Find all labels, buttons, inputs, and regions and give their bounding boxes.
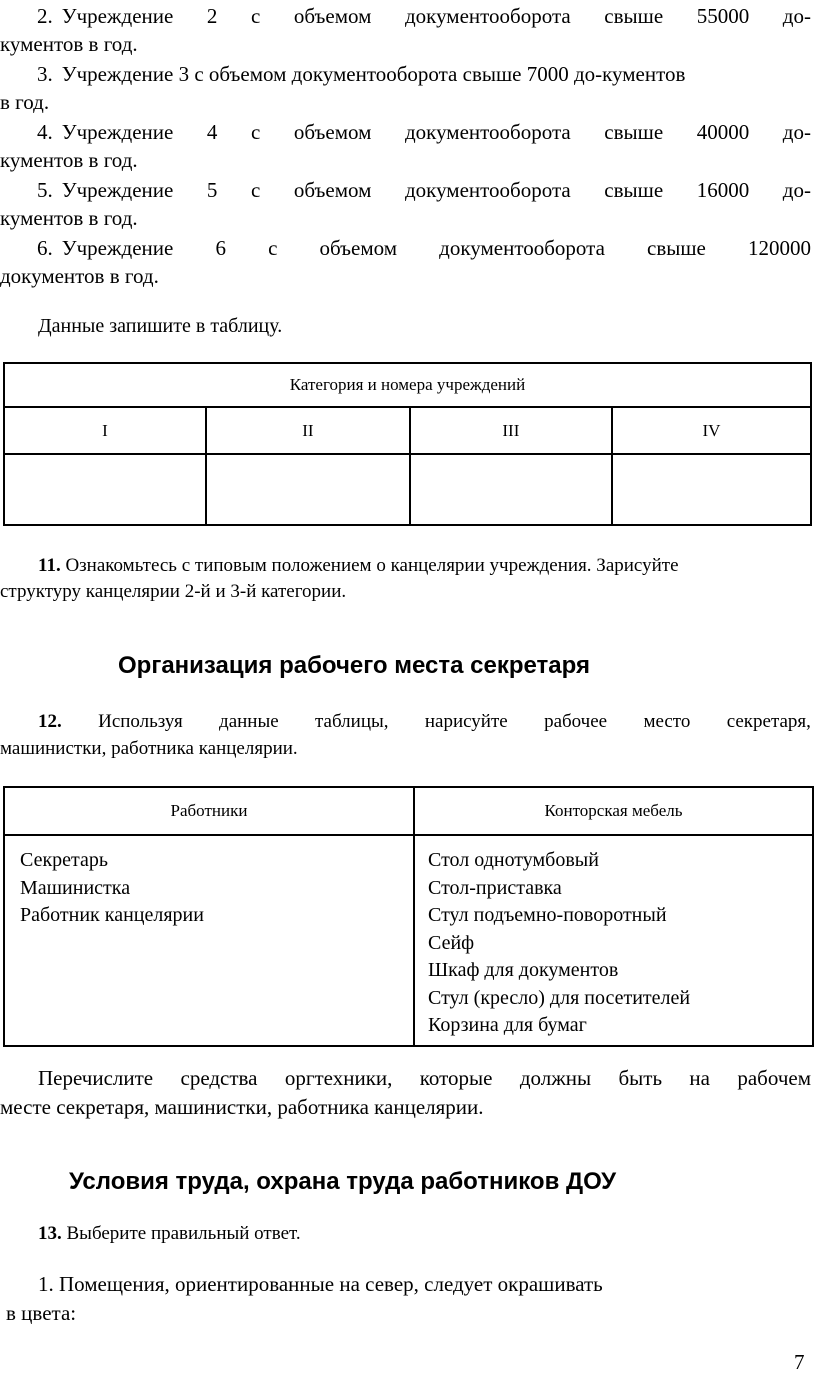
record-note: Данные запишите в таблицу. (38, 315, 283, 337)
item-word: до- (782, 4, 811, 28)
item-word: с (268, 236, 278, 260)
numbered-item-line2: кументов в год. (0, 206, 138, 230)
item-lead (0, 234, 173, 262)
furniture-item: Стул подъемно-поворотный (428, 904, 667, 926)
office-equipment-task (0, 1064, 811, 1122)
section-heading-workplace: Организация рабочего места секретаря (118, 652, 590, 679)
tech-w1: средства (180, 1066, 258, 1090)
furniture-item: Стол-приставка (428, 876, 562, 899)
question-1 (0, 1270, 603, 1328)
item-word: Учреждение (61, 120, 174, 144)
furniture-item: Стол однотумбовый (428, 849, 599, 871)
item-number: 2. (37, 4, 53, 28)
task-11-number: 11. (38, 555, 61, 576)
numbered-item-line1 (0, 234, 811, 262)
task-12-w0: Используя (98, 711, 183, 732)
numbered-item (0, 60, 811, 116)
task-12-w5: место (643, 711, 691, 732)
item-word: 40000 (696, 120, 750, 144)
worker-item: Машинистка (20, 876, 131, 899)
item-word: документооборота (404, 120, 571, 144)
task-12-w1: данные (219, 711, 279, 732)
workers-header: Работники (4, 787, 414, 835)
question-1-number: 1. (38, 1272, 54, 1296)
item-word: 120000 (748, 236, 811, 260)
item-lead (0, 2, 173, 30)
tech-w5: быть (618, 1066, 663, 1090)
numbered-item-line2: кументов в год. (0, 32, 138, 56)
furniture-item: Сейф (428, 931, 475, 954)
item-text: Учреждение 3 с объемом документооборота свыше 7000 до-кументов (61, 62, 686, 86)
item-number: 4. (37, 120, 53, 144)
item-number: 3. (37, 62, 53, 86)
numbered-item (0, 176, 811, 232)
item-word: 6 (215, 236, 226, 260)
numbered-item (0, 118, 811, 174)
task-12-w3: нарисуйте (424, 711, 508, 732)
item-word: с (250, 4, 261, 28)
tech-w4: должны (519, 1066, 592, 1090)
numbered-item-line1 (0, 118, 811, 146)
task-12-w6: секретаря, (726, 711, 811, 732)
item-word: с (250, 120, 261, 144)
item-word: документооборота (439, 236, 605, 260)
workers-furniture-table (3, 786, 814, 1047)
category-cell-iv[interactable] (612, 454, 811, 525)
item-word: Учреждение (61, 178, 174, 202)
numbered-item (0, 2, 811, 58)
question-1-line1: Помещения, ориентированные на север, следует окрашивать (59, 1272, 603, 1296)
item-word: 4 (206, 120, 218, 144)
numbered-item-line1 (0, 176, 811, 204)
tech-w2: оргтехники, (284, 1066, 393, 1090)
numbered-item-line1 (0, 2, 811, 30)
worker-item: Работник канцелярии (20, 904, 204, 926)
item-word: свыше (604, 4, 664, 28)
item-word: документооборота (404, 4, 571, 28)
worker-item: Секретарь (20, 849, 109, 871)
furniture-item: Стул (кресло) для посетителей (428, 986, 691, 1009)
tech-w6: на (689, 1066, 710, 1090)
furniture-header: Конторская мебель (414, 787, 813, 835)
workers-cell (4, 835, 414, 1046)
task-12-w2: таблицы, (315, 711, 389, 732)
task-11 (0, 553, 816, 605)
question-1-line2: в цвета: (6, 1301, 77, 1325)
tech-w7: рабочем (737, 1066, 811, 1090)
numbered-item-line2: документов в год. (0, 264, 159, 288)
task-12-number: 12. (38, 711, 62, 732)
item-word: до- (782, 120, 811, 144)
categories-table-header: Категория и номера учреждений (4, 363, 811, 407)
numbered-item-line2: кументов в год. (0, 148, 138, 172)
item-word: до- (782, 178, 811, 202)
page-number: 7 (794, 1350, 805, 1374)
section-heading-labor: Условия труда, охрана труда работников ДОУ (69, 1168, 617, 1195)
task-12 (0, 708, 811, 762)
category-column-ii: II (206, 407, 410, 454)
item-word: документооборота (404, 178, 571, 202)
tech-w0: Перечислите (38, 1066, 154, 1090)
item-number: 5. (37, 178, 53, 202)
item-lead (0, 118, 173, 146)
category-column-iv: IV (612, 407, 811, 454)
item-word: 16000 (696, 178, 750, 202)
item-word: свыше (604, 178, 664, 202)
item-lead (0, 176, 173, 204)
task-13-text: Выберите правильный ответ. (66, 1223, 301, 1244)
item-word: Учреждение (61, 4, 174, 28)
tech-line2: месте секретаря, машинистки, работника канцелярии. (0, 1095, 484, 1119)
tech-w3: которые (419, 1066, 493, 1090)
item-word: объемом (293, 178, 372, 202)
category-column-i: I (4, 407, 206, 454)
category-cell-iii[interactable] (410, 454, 612, 525)
furniture-cell (414, 835, 813, 1046)
numbered-item (0, 234, 811, 290)
item-word: свыше (604, 120, 664, 144)
task-11-line1: Ознакомьтесь с типовым положением о канцелярии учреждения. Зарисуйте (65, 555, 679, 576)
category-cell-ii[interactable] (206, 454, 410, 525)
item-word: 5 (206, 178, 218, 202)
item-number: 6. (37, 236, 53, 260)
category-column-iii: III (410, 407, 612, 454)
task-12-line2: машинистки, работника канцелярии. (0, 738, 298, 759)
item-word: Учреждение (61, 236, 174, 260)
numbered-item-line2: в год. (0, 90, 50, 114)
numbered-item-line1 (0, 60, 811, 88)
item-word: с (250, 178, 261, 202)
item-word: объемом (293, 120, 372, 144)
item-word: объемом (319, 236, 398, 260)
task-13 (38, 1223, 301, 1245)
task-13-number: 13. (38, 1223, 62, 1244)
task-12-w4: рабочее (544, 711, 608, 732)
categories-table (3, 362, 812, 526)
category-cell-i[interactable] (4, 454, 206, 525)
item-word: свыше (647, 236, 706, 260)
item-word: 2 (206, 4, 218, 28)
item-word: 55000 (696, 4, 750, 28)
task-11-line2: структуру канцелярии 2-й и 3-й категории. (0, 581, 347, 602)
item-word: объемом (293, 4, 372, 28)
furniture-item: Шкаф для документов (428, 959, 619, 981)
furniture-item: Корзина для бумаг (428, 1014, 587, 1036)
